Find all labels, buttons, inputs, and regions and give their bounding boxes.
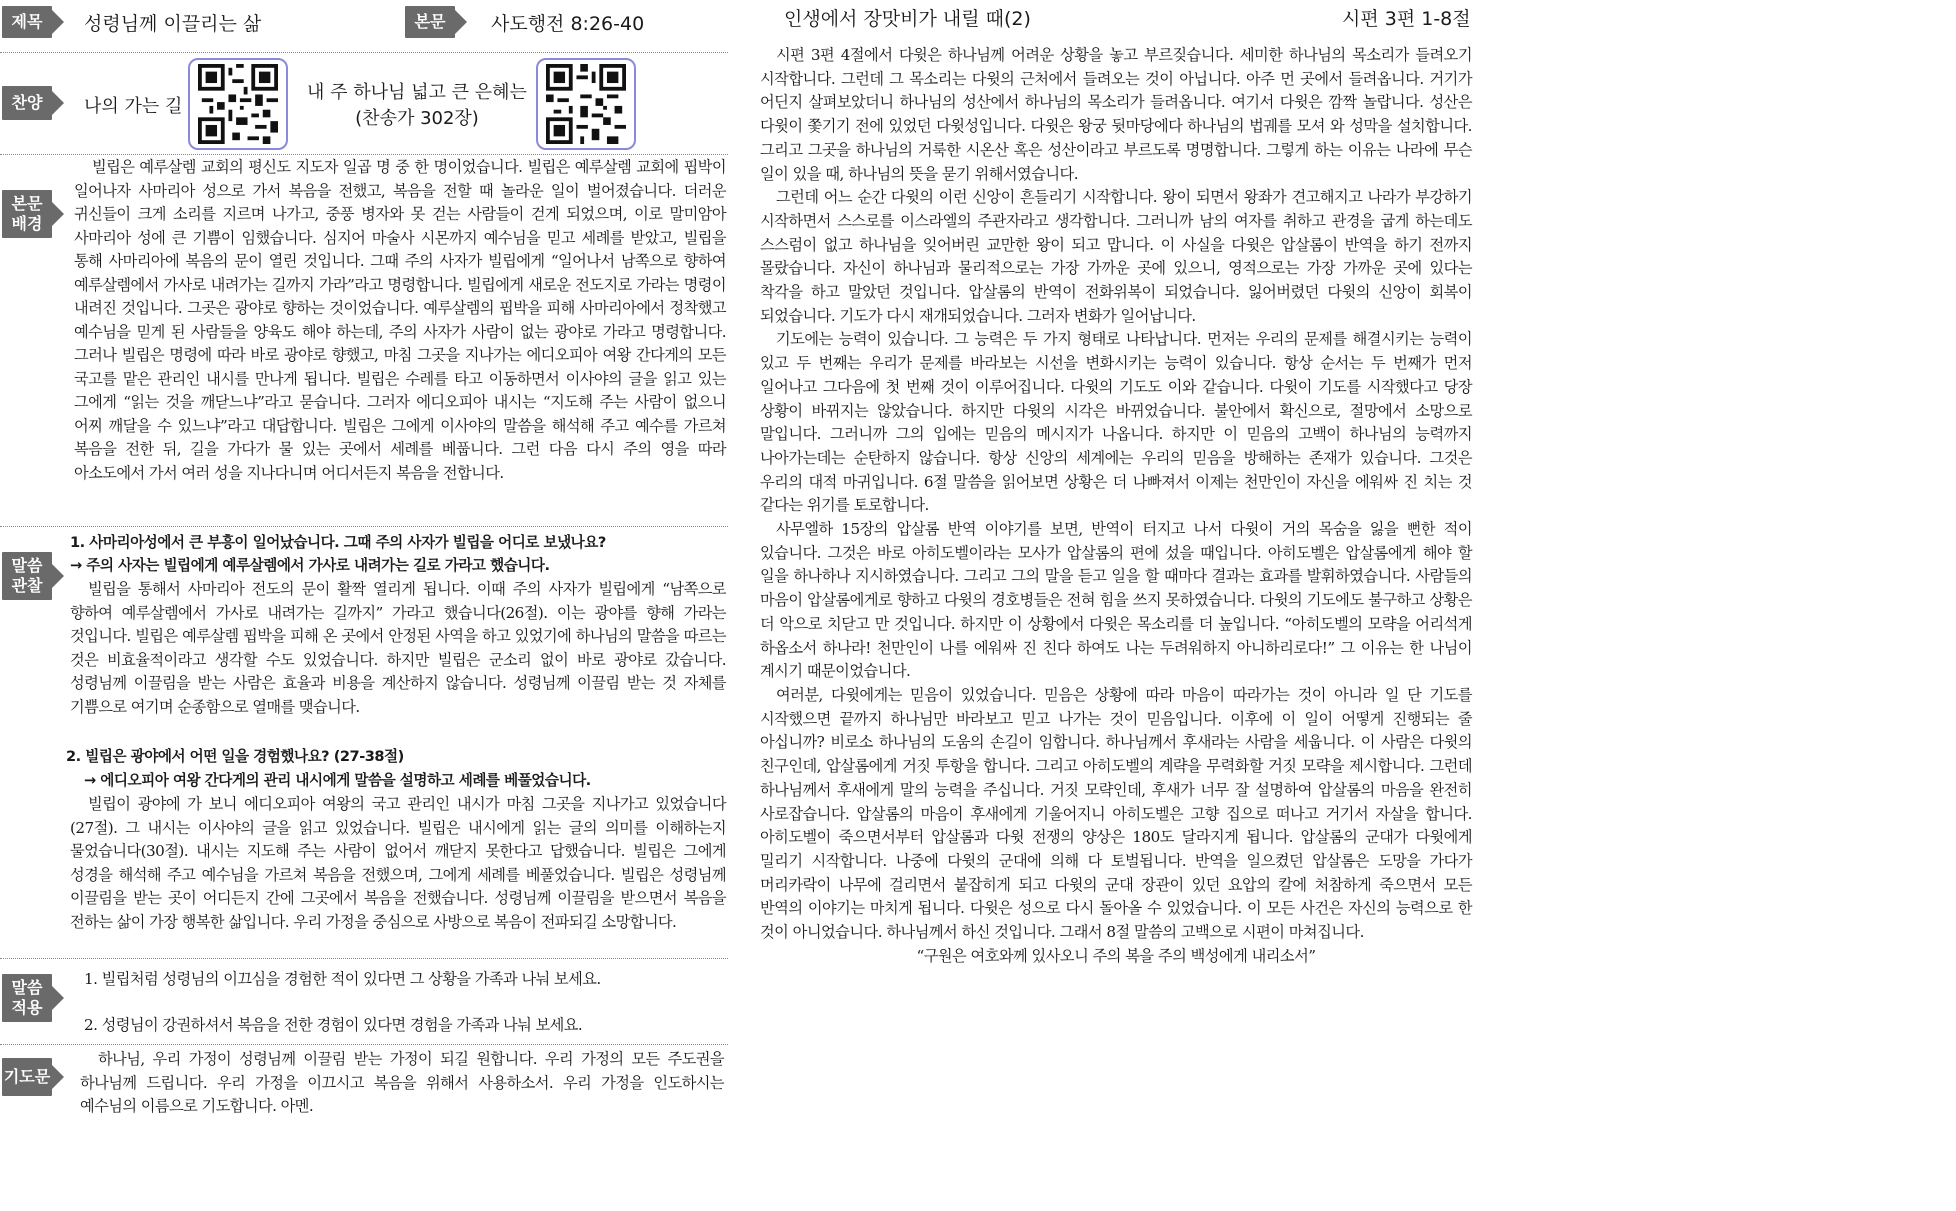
divider [0,154,728,155]
hymn-song-2-number: (찬송가 302장) [355,108,479,129]
answer-2: → 에디오피아 여왕 간다게의 관리 내시에게 말씀을 설명하고 세례를 베풀었습니다. [84,772,591,789]
qr-code-song-2[interactable] [536,58,636,150]
sermon-paragraph-1: 시편 3편 4절에서 다윗은 하나님께 어려운 상황을 놓고 부르짖습니다. 세미한 하나님의 목소리가 들려오기 시작합니다. 그런데 그 목소리는 다윗의 근처에서 들려오는 것이 아닙니다. 아주 먼 곳에서 들려옵니다. 거기가 어딘지 살펴보았더니 하나님의 성산에서 하나님의 목소리가 들려옵니다. 여기서 다윗은 깜짝 놀랍니다. 성산은 다윗이 쫓기기 전에 있었던 다윗성입니다. 다윗은 왕궁 뒷마당에다 하나님의 법궤를 모셔 와 성막을 설치합니다. 그리고 그곳을 하나님의 거룩한 시온산 혹은 성산이라고 부르도록 명명합니다. 그렇게 하는 이유는 나라에 무슨 일이 있을 때, 하나님의 뜻을 묻기 위해서였습니다. [760,46,1472,183]
sermon-body [760,44,1472,968]
qr-code-song-1[interactable] [188,58,288,150]
background-text [74,156,726,485]
question-1: 1. 사마리아성에서 큰 부흥이 일어났습니다. 그때 주의 사자가 빌립을 어디로 보냈나요? [70,534,606,551]
divider [0,52,728,53]
divider [0,526,728,527]
text-tag: 본문 [405,6,455,38]
observation-text-2 [70,793,726,934]
observation-paragraph-2: 빌립이 광야에 가 보니 에디오피아 여왕의 국고 관리인 내시가 마침 그곳을 지나가고 있었습니다(27절). 그 내시는 이사야의 글을 읽고 있었습니다. 빌립은 내시에게 읽는 글의 의미를 이해하는지 물었습니다(30절). 내시는 지도해 주는 사람이 없어서 깨닫지 못한다고 답했습니다. 빌립은 그에게 성경을 해석해 주고 예수님을 가르쳐 복음을 전했으며, 그에게 세례를 베풀었습니다. 빌립은 성령님께 이끌림을 받는 곳이 어디든지 간에 그곳에서 복음을 전했습니다. 성령님께 이끌림을 받으면서 복음을 전하는 삶이 가장 행복한 삶입니다. 우리 가정을 중심으로 사방으로 복음이 전파되길 소망합니다. [70,795,726,931]
sermon-paragraph-3: 기도에는 능력이 있습니다. 그 능력은 두 가지 형태로 나타납니다. 먼저는 우리의 문제를 해결시키는 능력이 있고 두 번째는 우리가 문제를 바라보는 시선을 변화시키는 능력이 있습니다. 항상 순서는 두 번째가 먼저 일어나고 그다음에 첫 번째 것이 이루어집니다. 다윗의 기도도 이와 같습니다. 다윗이 기도를 시작했다고 당장 상황이 바뀌지는 않았습니다. 하지만 다윗의 시각은 바뀌었습니다. 불안에서 확신으로, 절망에서 소망으로 말입니다. 그러니까 그의 입에는 믿음의 메시지가 나옵니다. 하지만 이 믿음의 고백이 하나님의 능력까지 나아가는데는 순탄하지 않습니다. 항상 신앙의 세계에는 우리의 믿음을 방해하는 존재가 있습니다. 그것은 우리의 대적 마귀입니다. 6절 말씀을 읽어보면 상황은 더 나빠져서 이제는 천만인이 자신을 에워싸 진 치는 것 같다는 위기를 토로합니다. [760,330,1472,515]
hymn-song-2 [302,80,532,132]
answer-1: → 주의 사자는 빌립에게 예루살렘에서 가사로 내려가는 길로 가라고 했습니다. [70,557,550,574]
left-column [0,0,728,1211]
sermon-title: 인생에서 장맛비가 내릴 때(2) [784,8,1031,30]
background-paragraph: 빌립은 예루살렘 교회의 평신도 지도자 일곱 명 중 한 명이었습니다. 빌립은 예루살렘 교회에 핍박이 일어나자 사마리아 성으로 가서 복음을 전했고, 복음을 전할 때 놀라운 일이 벌어졌습니다. 더러운 귀신들이 크게 소리를 지르며 나가고, 중풍 병자와 못 걷는 사람들이 걷게 되었으며, 이로 말미암아 사마리아 성에 큰 기쁨이 임했습니다. 심지어 마술사 시몬까지 예수님을 믿고 세례를 받았고, 빌립을 통해 사마리아에 복음의 문이 열린 것입니다. 그때 주의 사자가 빌립에게 “일어나서 남쪽으로 향하여 예루살렘에서 가사로 내려가는 길까지 가라”라고 명령합니다. 빌립에게 새로운 전도지로 가라는 명령이 내려진 것입니다. 그곳은 광야로 향하는 것이었습니다. 예루살렘의 핍박을 피해 사마리아에서 정착했고 예수님을 믿게 된 사람들을 양육도 해야 하는데, 주의 사자가 사람이 없는 광야로 가라고 명령합니다. 그러나 빌립은 명령에 따라 바로 광야로 향했고, 마침 그곳을 지나가는 에디오피아 여왕 간다게의 모든 국고를 맡은 관리인 내시를 만나게 됩니다. 빌립은 수레를 타고 이동하면서 이사야의 글을 읽고 있는 그에게 “읽는 것을 깨닫느냐”라고 묻습니다. 그러자 에디오피아 내시는 “지도해 주는 사람이 없으니 어찌 깨달을 수 있느냐”라고 대답합니다. 빌립은 그에게 이사야의 말씀을 해석해 주고 예수를 가르쳐 복음을 전한 뒤, 길을 가다가 물 있는 곳에서 세례를 베풉니다. 그런 다음 다시 주의 영을 따라 아소도에서 가서 여러 성을 지나다니며 어디서든지 복음을 전합니다. [74,158,726,482]
sermon-paragraph-2: 그런데 어느 순간 다윗의 이런 신앙이 흔들리기 시작합니다. 왕이 되면서 왕좌가 견고해지고 나라가 부강하기 시작하면서 스스로를 이스라엘의 주관자라고 생각합니다. 그러니까 남의 여자를 취하고 관경을 굽게 하는데도 스스럼이 없고 하나님을 잊어버린 교만한 왕이 되고 맙니다. 이 사실을 다윗은 압살롬이 반역을 하기 전까지 몰랐습니다. 자신이 하나님과 물리적으로는 가장 가까운 곳에 있으니, 영적으로는 가장 가까운 곳에 있다는 착각을 하고 말았던 것입니다. 압살롬의 반역이 전화위복이 되었습니다. 잃어버렸던 다윗의 신앙이 회복이 되었습니다. 기도가 다시 재개되었습니다. 그러자 변화가 일어납니다. [760,188,1472,325]
sermon-paragraph-5: 여러분, 다윗에게는 믿음이 있었습니다. 믿음은 상황에 따라 마음이 따라가는 것이 아니라 일 단 기도를 시작했으면 끝까지 하나님만 바라보고 믿고 나가는 것이 믿음입니다. 이후에 이 일이 어떻게 진행되는 줄 아십니까? 비로소 하나님의 도움의 손길이 임합니다. 하나님께서 후새라는 사람을 세웁니다. 이 사람은 다윗의 친구인데, 압살롬에게 거짓 투항을 합니다. 그리고 아히도벨의 계략을 무력화할 거짓 모략을 제시합니다. 그런데 하나님께서 후새에게 말의 능력을 주십니다. 거짓 모략인데, 후새가 너무 잘 설명하여 압살롬의 마음을 완전히 사로잡습니다. 압살롬의 마음이 후새에게 기울어지니 아히도벨은 고향 집으로 떠나고 거기서 자살을 합니다. 아히도벨이 죽으면서부터 압살롬과 다윗 전쟁의 양상은 180도 달라지게 됩니다. 압살롬의 군대가 다윗에게 밀리기 시작합니다. 나중에 다윗의 군대에 의해 다 토벌됩니다. 반역을 일으켰던 압살롬은 도망을 가다가 머리카락이 나무에 걸리면서 붙잡히게 되고 다윗의 군대 장관이 있던 요압의 칼에 처참하게 죽으면서 모든 반역의 이야기는 마치게 됩니다. 다윗은 성으로 다시 돌아올 수 있었습니다. 이 모든 사건은 자신의 능력으로 한 것이 아니었습니다. 하나님께서 하신 것입니다. 그래서 8절 말씀의 고백으로 시편이 마쳐집니다. [760,685,1472,942]
title-tag: 제목 [2,6,52,38]
qr-code-icon [198,64,278,144]
application-tag: 말씀 적용 [2,974,52,1022]
background-tag: 본문 배경 [2,190,52,238]
hymn-song-1: 나의 가는 길 [84,96,183,117]
hymn-song-2-title: 내 주 하나님 넓고 큰 은혜는 [307,82,527,103]
observation-tag: 말씀 관찰 [2,552,52,600]
qr-code-icon [546,64,626,144]
prayer-text [80,1048,724,1119]
prayer-paragraph: 하나님, 우리 가정이 성령님께 이끌림 받는 가정이 되길 원합니다. 우리 가정의 모든 주도권을 하나님께 드립니다. 우리 가정을 이끄시고 복음을 위해서 사용하소서. 우리 가정을 인도하시는 예수님의 이름으로 기도합니다. 아멘. [80,1050,724,1115]
divider [0,1044,728,1045]
divider [0,958,728,959]
application-item-1 [84,968,724,992]
application-text-1: 1. 빌립처럼 성령님의 이끄심을 경험한 적이 있다면 그 상황을 가족과 나눠 보세요. [84,970,601,988]
sermon-closing-quote: “구원은 여호와께 있사오니 주의 복을 주의 백성에게 내리소서” [916,946,1316,965]
observation-text-1 [70,578,726,719]
application-text-2: 2. 성령님이 강권하셔서 복음을 전한 경험이 있다면 경험을 가족과 나눠 보세요. [84,1016,583,1034]
sermon-paragraph-4: 사무엘하 15장의 압살롬 반역 이야기를 보면, 반역이 터지고 나서 다윗이 거의 목숨을 잃을 뻔한 적이 있습니다. 그것은 바로 아히도벨이라는 모사가 압살롬의 편에 섰을 때입니다. 아히도벨은 압살롬에게 해야 할 일을 하나하나 지시하였습니다. 그리고 그의 말을 듣고 일을 할 때마다 결과는 효과를 발휘하였습니다. 사람들의 마음이 압살롬에게로 향하고 다윗의 경호병들은 전혀 힘을 쓰지 못하였습니다. 다윗의 기도에도 불구하고 상황은 더 악으로 치닫고 만 것입니다. 하지만 이 상황에서 다윗은 목소리를 더 높입니다. “아히도벨의 모략을 어리석게 하옵소서 하나라! 천만인이 나를 에워싸 진 친다 하여도 나는 두려워하지 아니하리로다!” 그 이유는 한 나님이 계시기 때문이었습니다. [760,520,1472,681]
page-title: 성령님께 이끌리는 삶 [84,13,262,35]
prayer-tag: 기도문 [2,1058,52,1096]
sermon-reference: 시편 3편 1-8절 [1342,8,1471,30]
hymn-tag: 찬양 [2,86,52,120]
application-item-2 [84,1014,724,1038]
question-2: 2. 빌립은 광야에서 어떤 일을 경험했나요? (27-38절) [66,748,404,765]
observation-paragraph-1: 빌립을 통해서 사마리아 전도의 문이 활짝 열리게 됩니다. 이때 주의 사자가 빌립에게 “남쪽으로 향하여 예루살렘에서 가사로 내려가는 길까지” 가라고 했습니다(26절). 이는 광야를 향해 가라는 것입니다. 빌립은 예루살렘 핍박을 피해 온 곳에서 안정된 사역을 하고 있었기에 하나님의 말씀을 따르는 것은 비효율적이라고 생각할 수도 있었습니다. 하지만 빌립은 군소리 없이 바로 광야로 갔습니다. 성령님께 이끌림을 받는 사람은 효율과 비용을 계산하지 않습니다. 성령님께 이끌림 받는 것 자체를 기쁨으로 여기며 순종함으로 열매를 맺습니다. [70,580,726,716]
text-reference: 사도행전 8:26-40 [491,13,645,35]
